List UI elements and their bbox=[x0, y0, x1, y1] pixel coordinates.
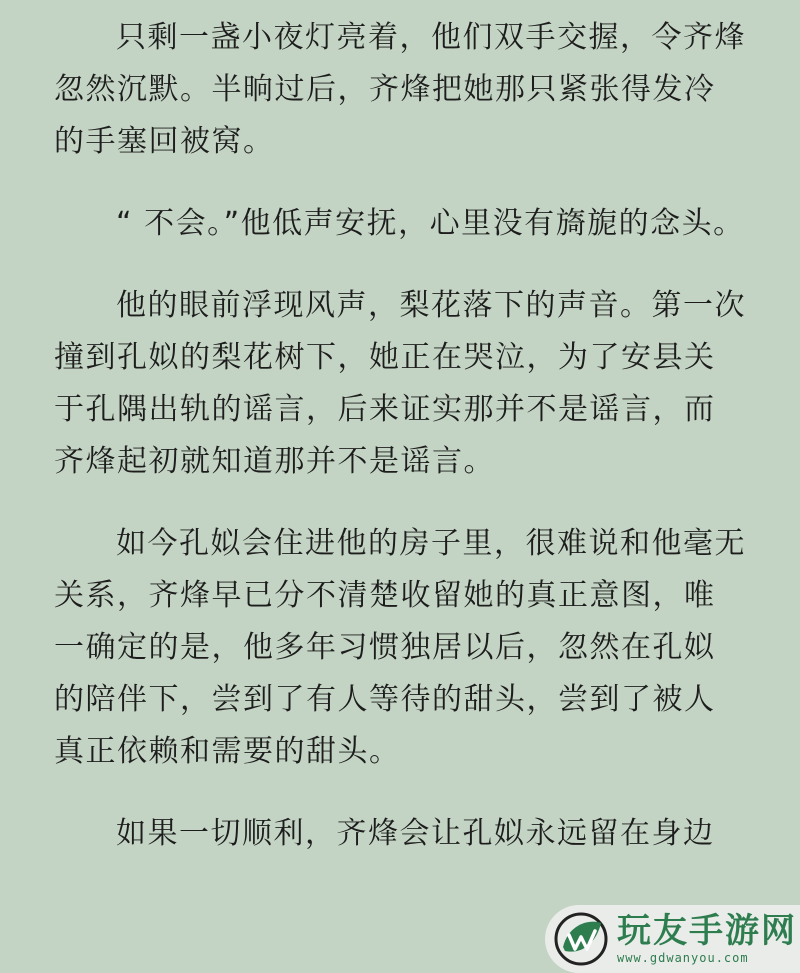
paragraph-5: 如果一切顺利，齐烽会让孔姒永远留在身边 bbox=[116, 816, 715, 851]
paragraph-1: 只剩一盏小夜灯亮着，他们双手交握，令齐烽忽然沉默。半晌过后，齐烽把她那只紧张得发冷的手塞回被窝。 bbox=[54, 20, 746, 159]
watermark-text bbox=[617, 911, 797, 965]
site-watermark bbox=[545, 905, 800, 973]
paragraph-4: 如今孔姒会住进他的房子里，很难说和他毫无关系，齐烽早已分不清楚收留她的真正意图，唯一确定的是，他多年习惯独居以后，忽然在孔姒的陪伴下，尝到了有人等待的甜头，尝到了被人真正依赖和需要的甜头。 bbox=[54, 526, 746, 769]
leaf-w-logo-icon bbox=[553, 911, 609, 967]
paragraph-2: “ 不会。”他低声安抚，心里没有旖旎的念头。 bbox=[116, 206, 745, 241]
watermark-site-name: 玩友手游网 bbox=[617, 911, 797, 951]
paragraph-3: 他的眼前浮现风声，梨花落下的声音。第一次撞到孔姒的梨花树下，她正在哭泣，为了安县关于孔隅出轨的谣言，后来证实那并不是谣言，而齐烽起初就知道那并不是谣言。 bbox=[54, 288, 746, 479]
watermark-site-url: www.gdwanyou.com bbox=[617, 951, 749, 965]
